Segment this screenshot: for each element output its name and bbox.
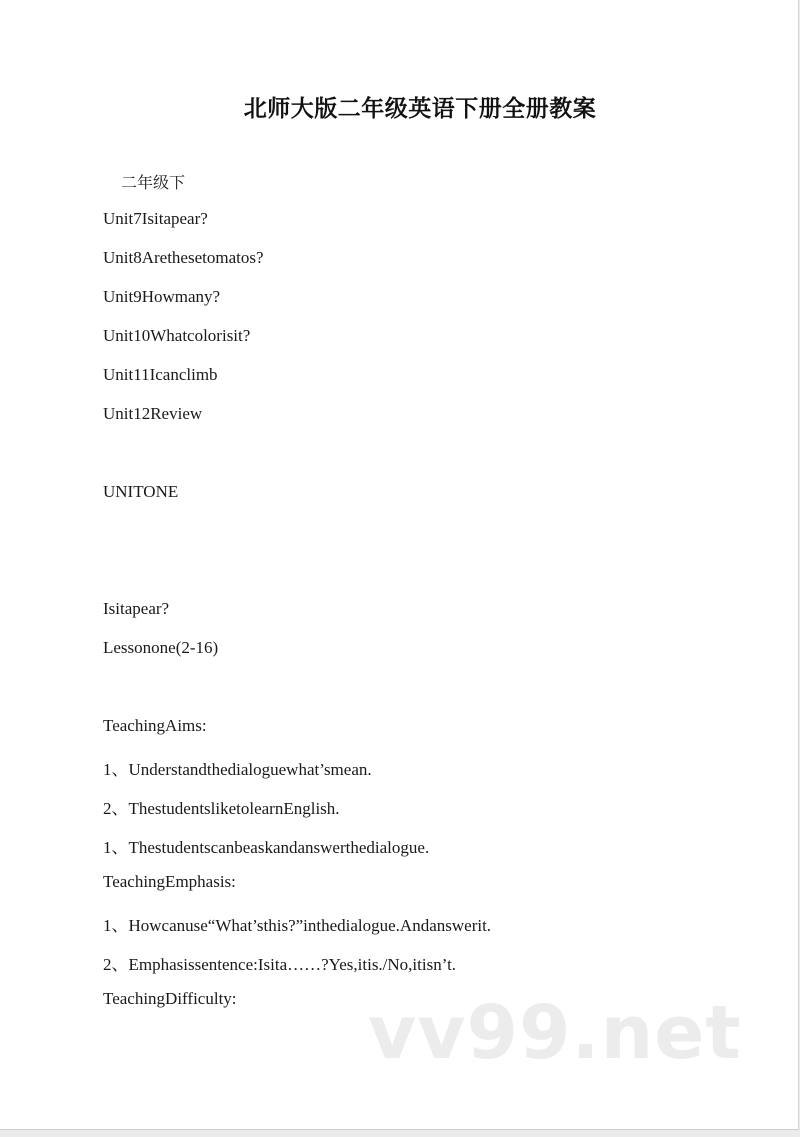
emphasis-item-2: 2、Emphasissentence:Isita……?Yes,itis./No,itisn’t. — [103, 955, 457, 974]
unit-7-line: Unit7Isitapear? — [103, 209, 208, 228]
watermark-text: vv99.net — [368, 990, 742, 1076]
aim-item-2: 2、ThestudentsliketolearnEnglish. — [103, 799, 340, 818]
teaching-difficulty-heading: TeachingDifficulty: — [103, 989, 237, 1008]
document-title: 北师大版二年级英语下册全册教案 — [243, 96, 597, 122]
teaching-emphasis-heading: TeachingEmphasis: — [103, 872, 236, 891]
unit-8-line: Unit8Arethesetomatos? — [103, 248, 264, 267]
unit-9-line: Unit9Howmany? — [103, 287, 221, 306]
emphasis-item-1: 1、Howcanuse“What’sthis?”inthedialogue.Andanswerit. — [103, 916, 492, 935]
unit-11-line: Unit11Icanclimb — [103, 365, 218, 384]
unit-one-heading: UNITONE — [103, 482, 179, 501]
unit-10-line: Unit10Whatcolorisit? — [103, 326, 251, 345]
aim-item-3: 1、Thestudentscanbeaskandanswerthedialogue. — [103, 838, 430, 857]
teaching-aims-heading: TeachingAims: — [103, 716, 207, 735]
grade-heading: 二年级下 — [121, 173, 186, 192]
aim-item-1: 1、Understandthedialoguewhat’smean. — [103, 760, 372, 779]
lesson-title: Lessonone(2-16) — [103, 638, 219, 657]
unit-12-line: Unit12Review — [103, 404, 203, 423]
lesson-question: Isitapear? — [103, 599, 170, 618]
